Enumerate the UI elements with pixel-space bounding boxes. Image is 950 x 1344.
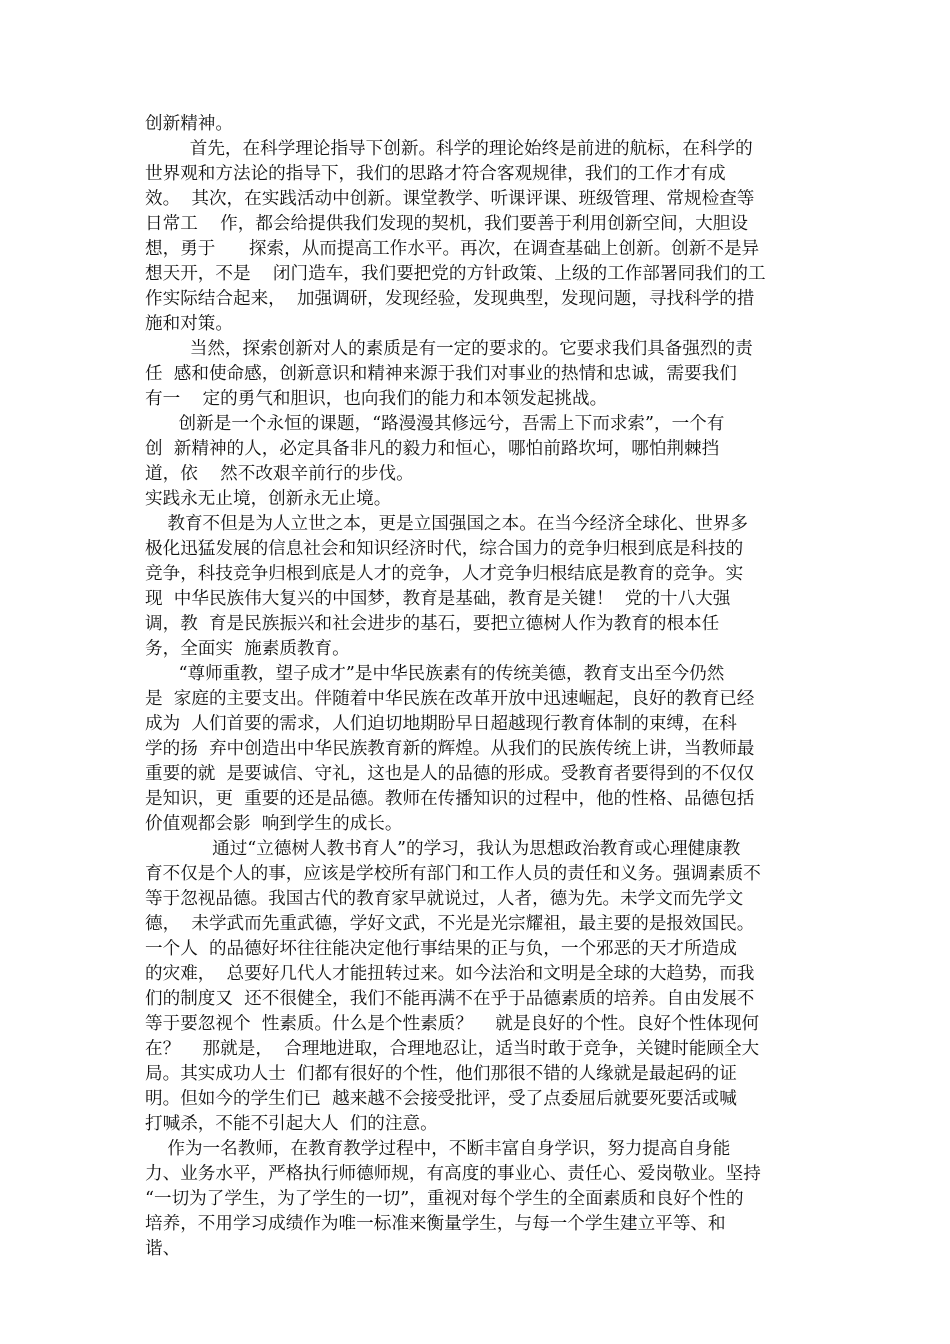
- text-line: 创新精神。: [145, 114, 233, 134]
- text-line: 培养，不用学习成绩作为唯一标准来衡量学生，与每一个学生建立平等、和: [145, 1214, 726, 1234]
- text-line: 施和对策。: [145, 314, 233, 334]
- text-line: 作为一名教师，在教育教学过程中，不断丰富自身学识，努力提高自身能: [145, 1139, 731, 1159]
- text-line: 当然，探索创新对人的素质是有一定的要求的。它要求我们具备强烈的责: [145, 339, 753, 359]
- text-line: 任 感和使命感，创新意识和精神来源于我们对事业的热情和忠诚，需要我们: [145, 364, 737, 384]
- text-line: 首先，在科学理论指导下创新。科学的理论始终是前进的航标，在科学的: [145, 139, 753, 159]
- text-line: 力、业务水平，严格执行师德师规，有高度的事业心、责任心、爱岗敬业。坚持: [145, 1164, 761, 1184]
- text-line: 创新是一个永恒的课题，“路漫漫其修远兮，吾需上下而求索”，一个有: [145, 414, 725, 434]
- text-line: 德， 未学武而先重武德，学好文武，不光是光宗耀祖，最主要的是报效国民。: [145, 914, 755, 934]
- text-line: 教育不但是为人立世之本，更是立国强国之本。在当今经济全球化、世界多: [145, 514, 748, 534]
- text-line: 创 新精神的人，必定具备非凡的毅力和恒心，哪怕前路坎坷，哪怕荆棘挡: [145, 439, 720, 459]
- text-line: “一切为了学生，为了学生的一切”，重视对每个学生的全面素质和良好个性的: [145, 1189, 744, 1209]
- text-line: 价值观都会影 响到学生的成长。: [145, 814, 403, 834]
- text-line: 学的扬 弃中创造出中华民族教育新的辉煌。从我们的民族传统上讲，当教师最: [145, 739, 755, 759]
- text-line: 竞争，科技竞争归根到底是人才的竞争，人才竞争归根结底是教育的竞争。实: [145, 564, 744, 584]
- text-line: 一个人 的品德好坏往往能决定他行事结果的正与负，一个邪恶的天才所造成: [145, 939, 737, 959]
- text-line: 谐、: [145, 1239, 181, 1259]
- text-line: 务，全面实 施素质教育。: [145, 639, 350, 659]
- text-line: 道，依 然不改艰辛前行的步伐。: [145, 464, 414, 484]
- text-line: 日常工 作，都会给提供我们发现的契机，我们要善于利用创新空间，大胆设: [145, 214, 748, 234]
- text-line: 等于忽视品德。我国古代的教育家早就说过，人者，德为先。未学文而先学文: [145, 889, 744, 909]
- text-line: 等于要忽视个 性素质。什么是个性素质？ 就是良好的个性。良好个性体现何: [145, 1014, 760, 1034]
- text-line: “尊师重教，望子成才”是中华民族素有的传统美德，教育支出至今仍然: [145, 664, 725, 684]
- text-line: 通过“立德树人教书育人”的学习，我认为思想政治教育或心理健康教: [145, 839, 741, 859]
- text-line: 成为 人们首要的需求，人们迫切地期盼早日超越现行教育体制的束缚，在科: [145, 714, 737, 734]
- text-line: 是知识，更 重要的还是品德。教师在传播知识的过程中，他的性格、品德包括: [145, 789, 755, 809]
- text-line: 是 家庭的主要支出。伴随着中华民族在改革开放中迅速崛起，良好的教育已经: [145, 689, 755, 709]
- text-line: 打喊杀，不能不引起大人 们的注意。: [145, 1114, 438, 1134]
- text-line: 想，勇于 探索，从而提高工作水平。再次，在调查基础上创新。创新不是异: [145, 239, 760, 259]
- text-line: 在？ 那就是， 合理地进取，合理地忍让，适当时敢于竞争，关键时能顾全大: [145, 1039, 760, 1059]
- text-line: 效。 其次，在实践活动中创新。课堂教学、听课评课、班级管理、常规检查等: [145, 189, 755, 209]
- text-line: 育不仅是个人的事，应该是学校所有部门和工作人员的责任和义务。强调素质不: [145, 864, 761, 884]
- text-line: 有一 定的勇气和胆识，也向我们的能力和本领发起挑战。: [145, 389, 608, 409]
- text-line: 想天开，不是 闭门造车，我们要把党的方针政策、上级的工作部署同我们的工: [145, 264, 766, 284]
- text-line: 局。其实成功人士 们都有很好的个性，他们那很不错的人缘就是最起码的证: [145, 1064, 737, 1084]
- text-line: 极化迅猛发展的信息社会和知识经济时代，综合国力的竞争归根到底是科技的: [145, 539, 744, 559]
- text-line: 重要的就 是要诚信、守礼，这也是人的品德的形成。受教育者要得到的不仅仅: [145, 764, 755, 784]
- document-body: [145, 112, 810, 1262]
- text-line: 明。但如今的学生们已 越来越不会接受批评，受了点委屈后就要死要活或喊: [145, 1089, 737, 1109]
- text-line: 调，教 育是民族振兴和社会进步的基石，要把立德树人作为教育的根本任: [145, 614, 720, 634]
- text-line: 世界观和方法论的指导下，我们的思路才符合客观规律，我们的工作才有成: [145, 164, 726, 184]
- text-line: 的灾难， 总要好几代人才能扭转过来。如今法治和文明是全球的大趋势，而我: [145, 964, 755, 984]
- text-line: 现 中华民族伟大复兴的中国梦，教育是基础，教育是关键！ 党的十八大强: [145, 589, 731, 609]
- text-line: 们的制度又 还不很健全，我们不能再满不在乎于品德素质的培养。自由发展不: [145, 989, 755, 1009]
- text-line: 实践永无止境，创新永无止境。: [145, 489, 392, 509]
- text-line: 作实际结合起来， 加强调研，发现经验，发现典型，发现问题，寻找科学的措: [145, 289, 755, 309]
